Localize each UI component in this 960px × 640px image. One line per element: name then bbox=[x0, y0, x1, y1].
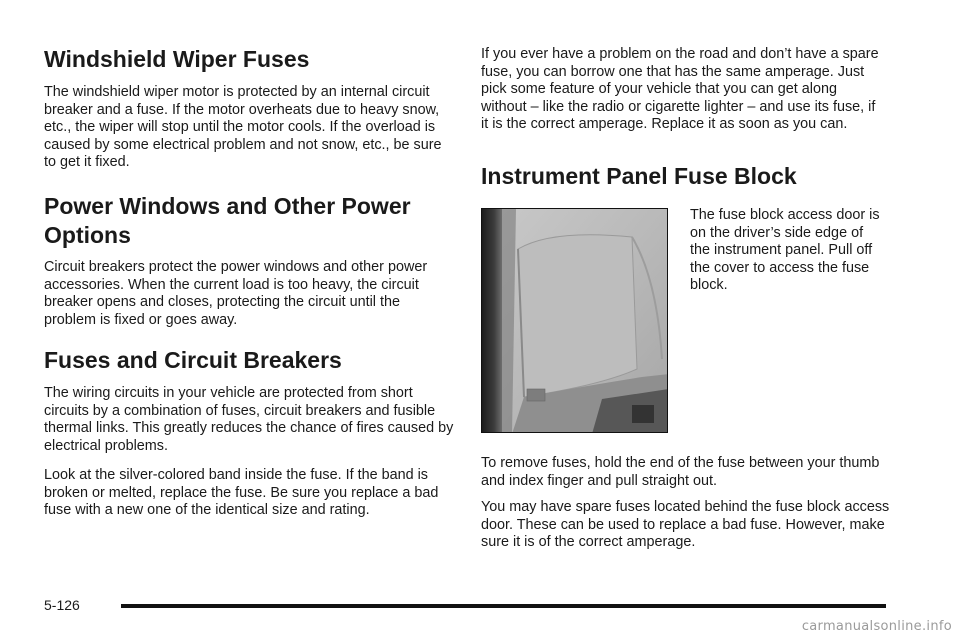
heading-power-windows-line2: Options bbox=[44, 222, 131, 248]
heading-power-windows-line1: Power Windows and Other Power bbox=[44, 193, 411, 219]
watermark: carmanualsonline.info bbox=[801, 619, 952, 634]
heading-windshield-wiper-fuses: Windshield Wiper Fuses bbox=[44, 46, 310, 72]
fuse-block-access-door-photo bbox=[481, 208, 668, 433]
paragraph-spare-fuses: You may have spare fuses located behind the fuse block access door. These can be used to replace a bad fuse. However, make sure it is of the correct amperage. bbox=[481, 499, 890, 550]
fuse-block-illustration bbox=[482, 209, 668, 433]
footer-rule bbox=[121, 604, 886, 608]
paragraph-fuse-block-location: The fuse block access door is on the driver’s side edge of the instrument panel. Pull off the cover to access the fuse block. bbox=[690, 207, 880, 293]
heading-fuses-circuit-breakers: Fuses and Circuit Breakers bbox=[44, 347, 342, 373]
paragraph-wiper: The windshield wiper motor is protected by an internal circuit breaker and a fuse. If the motor overheats due to heavy snow, etc., the wiper will stop until the motor cools. If the overload is caused by some electrical problem and not snow, etc., be sure to get it fixed. bbox=[44, 84, 442, 170]
paragraph-power-windows: Circuit breakers protect the power windows and other power accessories. When the current load is too heavy, the circuit breaker opens and closes, protecting the circuit until the problem is fixed or goes away. bbox=[44, 259, 428, 328]
paragraph-fuses-2: Look at the silver-colored band inside the fuse. If the band is broken or melted, replace the fuse. Be sure you replace a bad fuse with a new one of the identical size and rating. bbox=[44, 467, 439, 518]
heading-instrument-panel-fuse-block: Instrument Panel Fuse Block bbox=[481, 163, 797, 189]
paragraph-spare-fuse: If you ever have a problem on the road and don’t have a spare fuse, you can borrow one that has the same amperage. Just pick some feature of your vehicle that you can get along without – like the radio or cigarette lighter – and use its fuse, if it is the correct amperage. Replace it as soon as you can. bbox=[481, 46, 879, 132]
paragraph-remove-fuses: To remove fuses, hold the end of the fuse between your thumb and index finger and pull straight out. bbox=[481, 455, 880, 489]
paragraph-fuses-1: The wiring circuits in your vehicle are protected from short circuits by a combination of fuses, circuit breakers and fusible thermal links. This greatly reduces the chance of fires caused by electrical problems. bbox=[44, 385, 454, 454]
page-number: 5-126 bbox=[44, 597, 80, 613]
